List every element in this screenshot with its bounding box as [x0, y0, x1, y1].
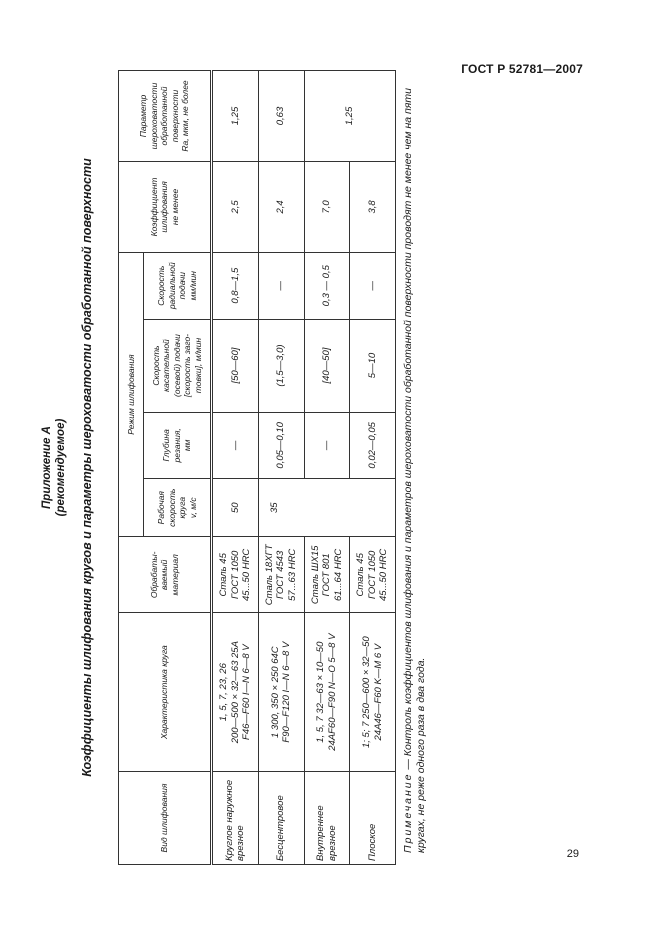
header-row	[119, 71, 144, 865]
cell-coef: 2,5	[212, 161, 259, 252]
cell-tangential: [40—50]	[304, 319, 350, 412]
cell-coef: 2,4	[258, 161, 304, 252]
cell-depth: —	[212, 412, 259, 479]
cell-wheel: 1; 5; 7 250—600 × 32—50 24A46—F60 K—M 6 V	[350, 613, 396, 772]
appendix-title: Приложение А	[41, 426, 53, 509]
cell-wheel: 1 300, 350 × 250 64С F90—F120 I—N 6—8 V	[258, 613, 304, 772]
cell-depth: —	[304, 412, 350, 479]
header-depth: Глубина резания, мм	[144, 412, 212, 479]
cell-speed: 35	[258, 479, 395, 537]
cell-type: Круглое наружное врезное	[212, 771, 259, 864]
table-caption: Коэффициенты шлифования кругов и параметры шероховатости обработанной поверхности	[80, 158, 94, 777]
cell-tangential: [50—60]	[212, 319, 259, 412]
cell-tangential: 5—10	[350, 319, 396, 412]
standard-number: ГОСТ Р 52781—2007	[461, 62, 583, 76]
table-row	[258, 71, 304, 865]
appendix-subtitle: (рекомендуемое)	[55, 418, 67, 517]
cell-type: Плоское	[350, 771, 396, 864]
table-row	[304, 71, 350, 865]
cell-type: Внутреннее врезное	[304, 771, 350, 864]
table-row	[350, 71, 396, 865]
rotated-content	[40, 50, 530, 885]
appendix-heading	[40, 50, 68, 885]
cell-radial: 0,3 — 0,5	[304, 252, 350, 319]
header-type: Вид шлифования	[119, 771, 212, 864]
table-note	[402, 73, 428, 853]
cell-material: Сталь ШХ15 ГОСТ 801 61...64 HRC	[304, 537, 350, 613]
cell-material: Сталь 45 ГОСТ 1050 45...50 HRC	[350, 537, 396, 613]
header-coef: Коэффициент шлифования не менее	[119, 161, 212, 252]
note-text: — Контроль коэффициентов шлифования и параметров шероховатости обработанной поверхности проводят не менее чем на пяти кругах, не реже одного раза в два года.	[402, 88, 427, 853]
header-radial: Скорость радиальной подачи мм/мин	[144, 252, 212, 319]
cell-depth: 0,05—0,10	[258, 412, 304, 479]
cell-wheel: 1, 5, 7 32—63 × 10—50 24AF60—F90 N—O 5—8 V	[304, 613, 350, 772]
cell-radial: —	[350, 252, 396, 319]
header-mode: Режим шлифования	[119, 252, 144, 536]
cell-material: Сталь 18ХГТ ГОСТ 4543 57...63 HRC	[258, 537, 304, 613]
grinding-table	[118, 70, 396, 865]
cell-coef: 3,8	[350, 161, 396, 252]
table-row	[212, 71, 259, 865]
cell-roughness: 1,25	[212, 71, 259, 162]
header-wheel: Характеристика круга	[119, 613, 212, 772]
cell-wheel: 1, 5, 7, 23, 26 200—500 × 32—63 25А F46—F60 I—N 6—8 V	[212, 613, 259, 772]
header-roughness: Параметр шероховатости обработанной поверхности Ra, мкм, не более	[119, 71, 212, 162]
note-label: Примечание	[402, 772, 414, 853]
cell-coef: 7,0	[304, 161, 350, 252]
header-material: Обрабаты- ваемый материал	[119, 537, 212, 613]
cell-speed: 50	[212, 479, 259, 537]
cell-tangential: (1,5—3,0)	[258, 319, 304, 412]
cell-depth: 0,02—0,05	[350, 412, 396, 479]
header-speed: Рабочая скорость круга v, м/с	[144, 479, 212, 537]
cell-radial: —	[258, 252, 304, 319]
cell-roughness: 0,63	[258, 71, 304, 162]
cell-type: Бесцентровое	[258, 771, 304, 864]
cell-roughness: 1,25	[304, 71, 395, 162]
header-tangential: Скорость касательной (осевой) подачи [скорость заго- товки], м/мин	[144, 319, 212, 412]
cell-radial: 0,8—1,5	[212, 252, 259, 319]
page-number: 29	[566, 848, 579, 860]
cell-material: Сталь 45 ГОСТ 1050 45...50 HRC	[212, 537, 259, 613]
